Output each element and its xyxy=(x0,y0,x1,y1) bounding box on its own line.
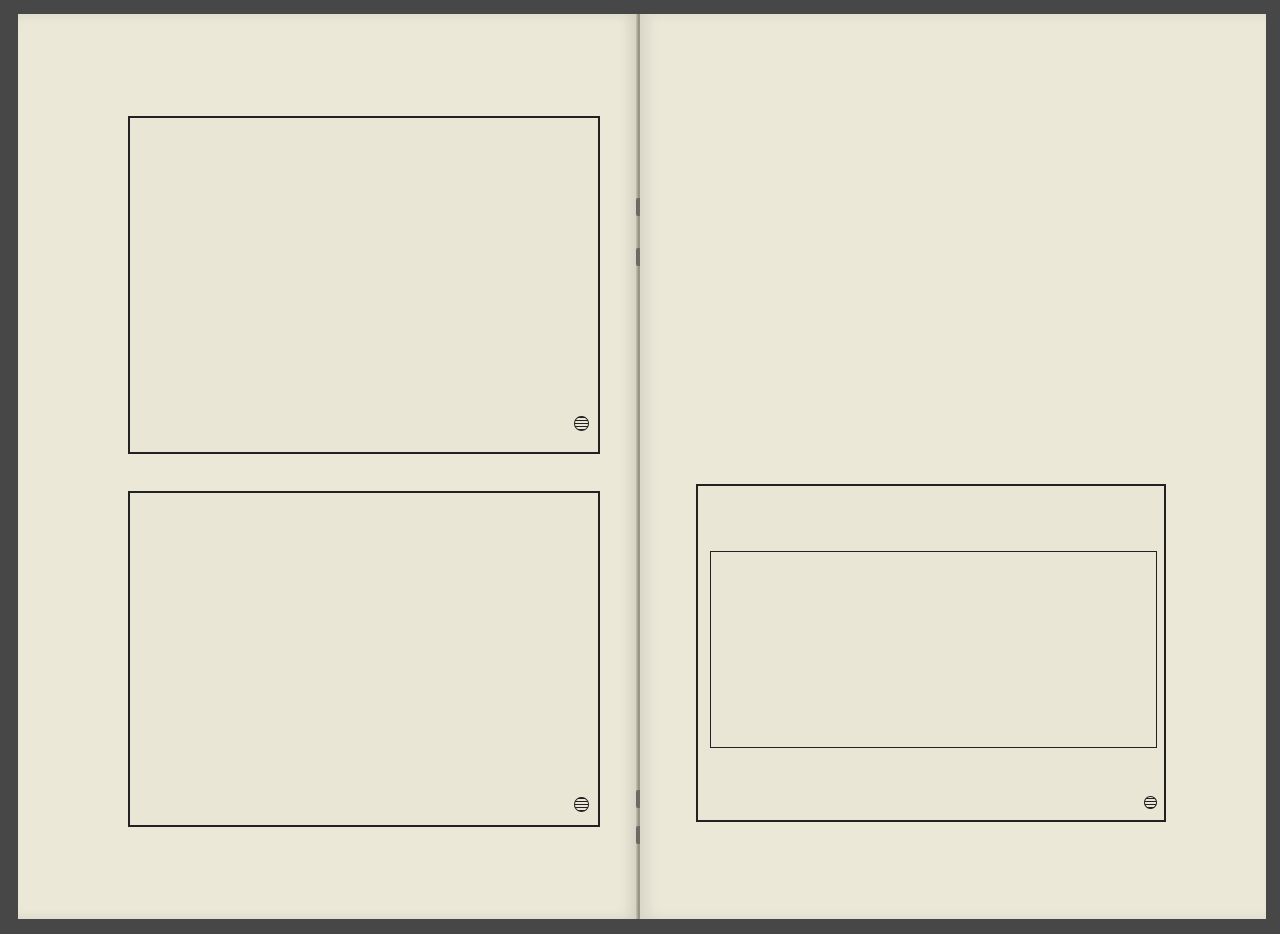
figures-1925-row xyxy=(130,673,598,755)
globe-icon xyxy=(574,797,589,812)
chart-erwerbstaetige xyxy=(128,116,600,454)
chart-betriebsgroessen xyxy=(696,484,1166,822)
globe-icon xyxy=(574,416,589,431)
farm-size-grid xyxy=(710,551,1157,748)
globe-icon xyxy=(1144,796,1157,809)
figures-men-row xyxy=(130,204,598,304)
right-page xyxy=(640,14,1266,919)
figures-women-row xyxy=(130,304,598,400)
figures-1895-row xyxy=(130,579,598,661)
chart-berufszugehoerige xyxy=(128,491,600,827)
left-page xyxy=(18,14,638,919)
